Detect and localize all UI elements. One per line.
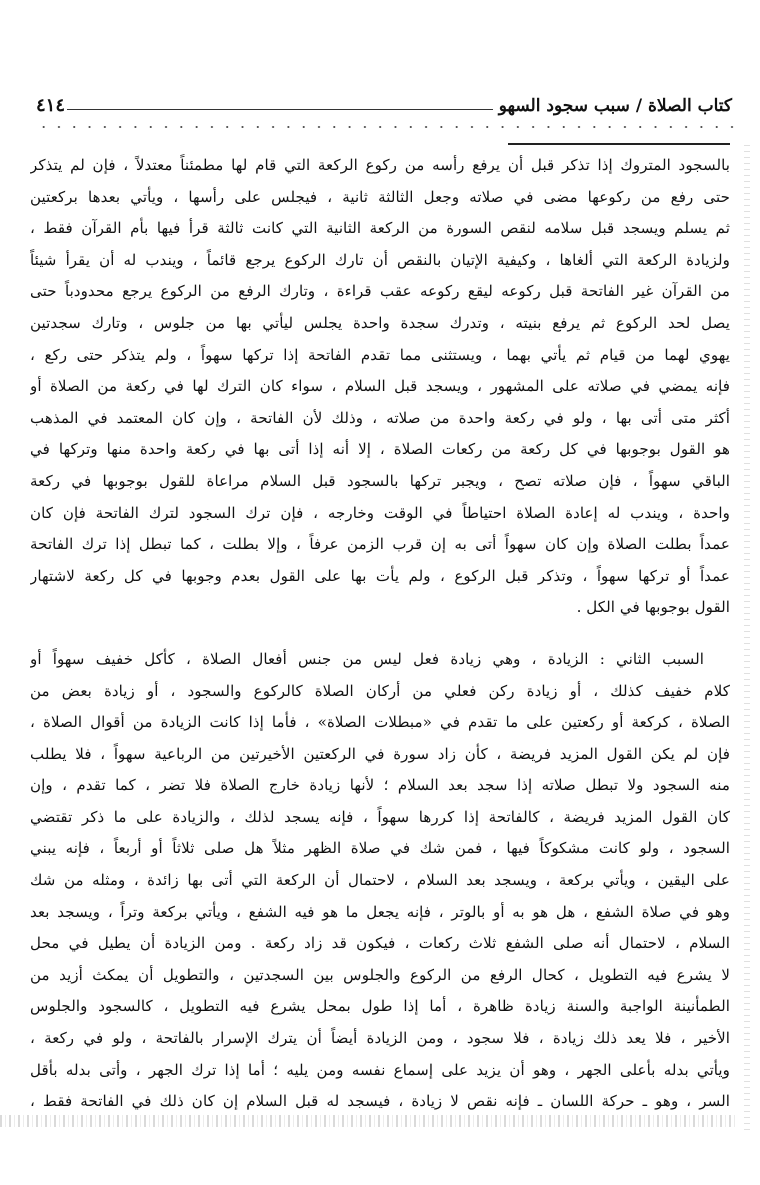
text-line: الأخير ، فلا يعد ذلك زيادة ، فلا سجود ، ومن الزيادة أيضاً أن يترك الإسرار بالفاتحة ، ولو في ركعة ، [30,1029,730,1048]
text-line: ثم يسلم ويسجد قبل سلامه لنقص السورة من الركعة الثانية التي كانت ثالثة قرأ فيها بأم القرآن فقط ، [30,219,730,238]
header-rule [67,109,493,110]
text-line: السجود ، ولو كانت مشكوكاً فيها ، فمن شك في صلاة الظهر مثلاً هل صلى ثلاثاً أو أربعاً ، فإنه يبني [30,839,730,858]
paragraph-gap [30,624,730,644]
page-header [36,88,732,116]
text-line: الطمأنينة الواجبة والسنة زيادة ظاهرة ، أما إذا طول بمحل يشرع فيه التطويل ، كالسجود والجلوس [30,997,730,1016]
text-line: فإن لم يكن القول المزيد فريضة ، كأن زاد سورة في الركعتين الأخيرتين من الرباعية سهواً ، فلا يطلب [30,744,730,763]
text-line: السبب الثاني : الزيادة ، وهي زيادة فعل ليس من جنس أفعال الصلاة ، كأكل خفيف سهواً أو [30,649,704,668]
dotted-separator [36,122,736,132]
text-line: السلام ، لاحتمال أنه صلى الشفع ثلاث ركعات ، فيكون قد زاد ركعة . ومن الزيادة أن يطيل في محل [30,934,730,953]
text-line: عمداً أو تركها سهواً ، وتذكر قبل الركوع ، ولم يأت بها على القول بعدم وجوبها في كل ركعة لاشتهار [30,566,730,585]
text-line: لا يشرع فيه التطويل ، كحال الرفع من الركوع والجلوس بين السجدتين ، والتطويل أن يمكث أزيد من [30,965,730,984]
text-line: أكثر متى أتى بها ، ولو في ركعة واحدة من صلاته ، وذلك لأن الفاتحة ، وإن كان المعتمد في المذهب [30,408,730,427]
footnote-continuation-rule [508,143,730,145]
text-line: الصلاة ، كركعة أو ركعتين على ما تقدم في «مبطلات الصلاة» ، فأما إذا كانت الزيادة من أقوال الصلاة ، [30,713,730,732]
text-line: ويأتي بدله بأعلى الجهر ، وهو أن يزيد على إسماع نفسه ومن يليه ؛ أما إذا ترك الجهر ، وأتى بدله بأقل [30,1060,730,1079]
text-line: حتى رفع من ركوعها مضى في صلاته وجعل الثالثة ثانية ، فيجلس على رأسها ، ويأتي بعدها بركعتين [30,187,730,206]
text-line: كلام خفيف كذلك ، أو زيادة ركن فعلي من أركان الصلاة كالركوع والسجود ، أو زيادة بعض من [30,681,730,700]
scan-bottom-noise [0,1115,735,1127]
paragraph-2 [30,644,730,1118]
running-title: كتاب الصلاة / سبب سجود السهو [498,96,732,116]
text-line: كان القول المزيد فريضة ، كالفاتحة إذا كررها سهواً ، فإنه يسجد لذلك ، والزيادة على ما ذكر تقتضي [30,807,730,826]
text-line: ولزيادة الركعة التي ألغاها ، وكيفية الإتيان بالنقص أن تارك الركوع يرجع قائماً ، ويندب له أن يقرأ شيئاً [30,250,730,269]
paragraph-1 [30,150,730,624]
text-line: على اليقين ، ويأتي بركعة ، ويسجد بعد السلام ، لاحتمال أن الركعة التي أتى بها زائدة ، ومثله من شك [30,871,730,890]
text-line: فإنه يمضي في صلاته على المشهور ، ويسجد قبل السلام ، سواء كان الترك لها في ركعة من الصلاة أو [30,377,730,396]
text-line: واحدة ، ويندب له إعادة الصلاة احتياطاً في الوقت وخارجه ، فإن ترك السجود لترك الفاتحة فإن كان [30,503,730,522]
text-line: بالسجود المتروك إذا تذكر قبل أن يرفع رأسه من ركوع الركعة التي قام لها مطمئناً معتدلاً ، فإن لم يتذكر [30,156,730,174]
text-line: السر ، وهو ـ حركة اللسان ـ فإنه نقص لا زيادة ، فيسجد له قبل السلام إن كان ذلك في الفاتحة فقط ، [30,1092,730,1111]
text-line: القول بوجوبها في الكل . [576,598,730,617]
text-line: وهو في صلاة الشفع ، هل هو به أو بالوتر ، فإنه يجعل ما هو فيه الشفع ، ويأتي بركعة وتراً ، ويسجد بعد [30,902,730,921]
scan-edge-noise [744,140,750,1130]
text-line: منه السجود ولا تبطل صلاته إذا سجد بعد السلام ؛ لأنها زيادة خارج الصلاة فلا تضر ، كما تقدم ، وإن [30,776,730,795]
page-number: ٤١٤ [36,95,66,116]
text-line: هو القول بوجوبها في كل ركعة من ركعات الصلاة ، إلا أنه إذا أتى بها في ركعة واحدة منها وتركها في [30,440,730,459]
text-line: من القرآن غير الفاتحة قبل ركوعه ليقع ركوعه عقب قراءة ، وتارك الرفع من الركوع يرجع محدودباً حتى [30,282,730,301]
text-line: الباقي سهواً ، فإن صلاته تصح ، ويجبر تركها بالسجود قبل السلام مراعاة للقول بوجوبها في ركعة [30,471,730,490]
text-line: يصل لحد الركوع ثم يرفع بنيته ، وتدرك سجدة واحدة يجلس ليأتي بها من جلوس ، وتارك سجدتين [30,313,730,332]
text-line: يهوي لهما من قيام ثم يأتي بهما ، ويستثنى مما تقدم الفاتحة إذا تركها سهواً ، ولم يتذكر حتى ركع ، [30,345,730,364]
text-line: عمداً بطلت الصلاة وإن كان سهواً أتى به إن قرب الزمن عرفاً ، وإلا بطلت ، كما تبطل إذا ترك الفاتحة [30,535,730,554]
body-text [30,150,730,1118]
